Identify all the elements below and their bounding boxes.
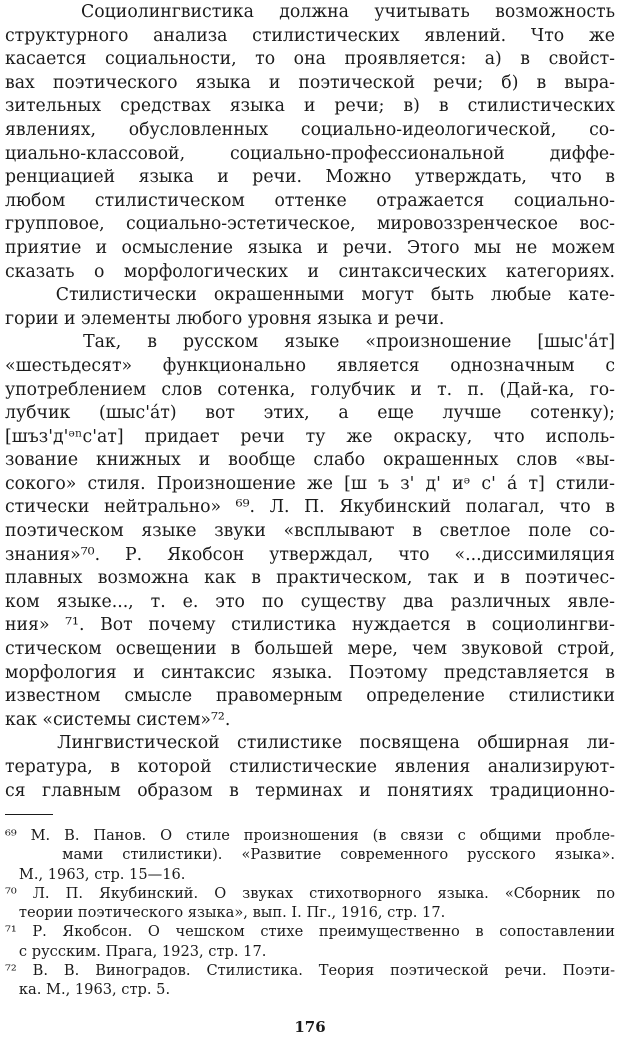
- text-line: зование книжных и вообще слабо окрашенных слов «вы-: [5, 450, 615, 471]
- footnote-line: ⁷² В. В. Виноградов. Стилистика. Теория поэтической речи. Поэти-: [5, 962, 615, 980]
- text-line: касается социальности, то она проявляется: а) в свойст-: [5, 49, 615, 70]
- footnote-line: ⁷⁰ Л. П. Якубинский. О звуках стихотворного языка. «Сборник по: [5, 884, 615, 902]
- text-line: сокого» стиля. Произношение же [ш ъ з' д' иᵊ с' á т] стили-: [5, 473, 615, 494]
- text-line: сказать о морфологических и синтаксических категориях.: [5, 261, 615, 282]
- text-line: «шестьдесят» функционально является однозначным с: [5, 355, 615, 376]
- text-line: тература, в которой стилистические явления анализируют-: [5, 757, 615, 777]
- footnote-separator-rule: [5, 814, 53, 815]
- text-line: морфология и синтаксис языка. Поэтому представляется в: [5, 662, 615, 683]
- text-line: зительных средствах языка и речи; в) в стилистических: [5, 96, 615, 117]
- text-line: Стилистически окрашенными могут быть любые кате-: [5, 285, 615, 306]
- footnote-line: ка. М., 1963, стр. 5.: [5, 981, 171, 999]
- footnote-line: теории поэтического языка», вып. I. Пг., 1916, стр. 17.: [5, 904, 446, 922]
- footnotes-block: [5, 826, 615, 1000]
- page-number: 176: [294, 1018, 326, 1036]
- footnote-line: ⁷¹ Р. Якобсон. О чешском стихе преимущественно в сопоставлении: [5, 923, 615, 941]
- text-line: вах поэтического языка и поэтической речи; б) в выра-: [5, 72, 615, 93]
- text-line: знания»⁷⁰. Р. Якобсон утверждал, что «...диссимиляция: [5, 544, 615, 565]
- text-line: Лингвистической стилистике посвящена обширная ли-: [5, 733, 615, 754]
- text-line: плавных возможна как в практическом, так и в поэтичес-: [5, 568, 615, 589]
- text-line: любом стилистическом оттенке отражается социально-: [5, 190, 615, 211]
- footnote-line: М., 1963, стр. 15—16.: [5, 865, 186, 883]
- text-line: стическом освещении в большей мере, чем звуковой строй,: [5, 639, 615, 660]
- text-line: известном смысле правомерным определение стилистики: [5, 686, 615, 707]
- text-line: употреблением слов сотенка, голубчик и т. п. (Дай-ка, го-: [5, 379, 615, 400]
- main-text-block: [5, 1, 615, 803]
- text-line: стически нейтрально» ⁶⁹. Л. П. Якубинский полагал, что в: [5, 497, 615, 518]
- text-line: ренциацией языка и речи. Можно утверждать, что в: [5, 167, 615, 188]
- text-line: Социолингвистика должна учитывать возможность: [5, 2, 615, 22]
- text-line: ком языке..., т. е. это по существу два различных явле-: [5, 591, 615, 612]
- footnote-line: с русским. Прага, 1923, стр. 17.: [5, 942, 267, 960]
- text-line: структурного анализа стилистических явлений. Что же: [5, 25, 615, 46]
- text-line: циально-классовой, социально-профессиональной диффе-: [5, 143, 615, 164]
- text-line: явлениях, обусловленных социально-идеологической, со-: [5, 119, 615, 140]
- text-line: поэтическом языке звуки «всплывают в светлое поле со-: [5, 521, 615, 542]
- text-line: ния» ⁷¹. Вот почему стилистика нуждается в социолингви-: [5, 615, 615, 636]
- text-line: [шъз'д'ᵊⁿс'ат] придает речи ту же окраску, что исполь-: [5, 426, 615, 447]
- text-line: групповое, социально-эстетическое, мировоззренческое вос-: [5, 214, 615, 235]
- text-line: лубчик (шыс'áт) вот этих, а еще лучше сотенку);: [5, 403, 615, 424]
- text-line: как «системы систем»⁷².: [5, 709, 231, 730]
- text-line: приятие и осмысление языка и речи. Этого мы не можем: [5, 237, 615, 258]
- text-line: гории и элементы любого уровня языка и речи.: [5, 308, 445, 329]
- text-line: Так, в русском языке «произношение [шыс'áт]: [5, 332, 615, 353]
- text-line: ся главным образом в терминах и понятиях традиционно-: [5, 780, 615, 801]
- footnote-line: мами стилистики). «Развитие современного русского языка».: [5, 846, 615, 864]
- footnote-line: ⁶⁹ М. В. Панов. О стиле произношения (в связи с общими пробле-: [5, 827, 615, 844]
